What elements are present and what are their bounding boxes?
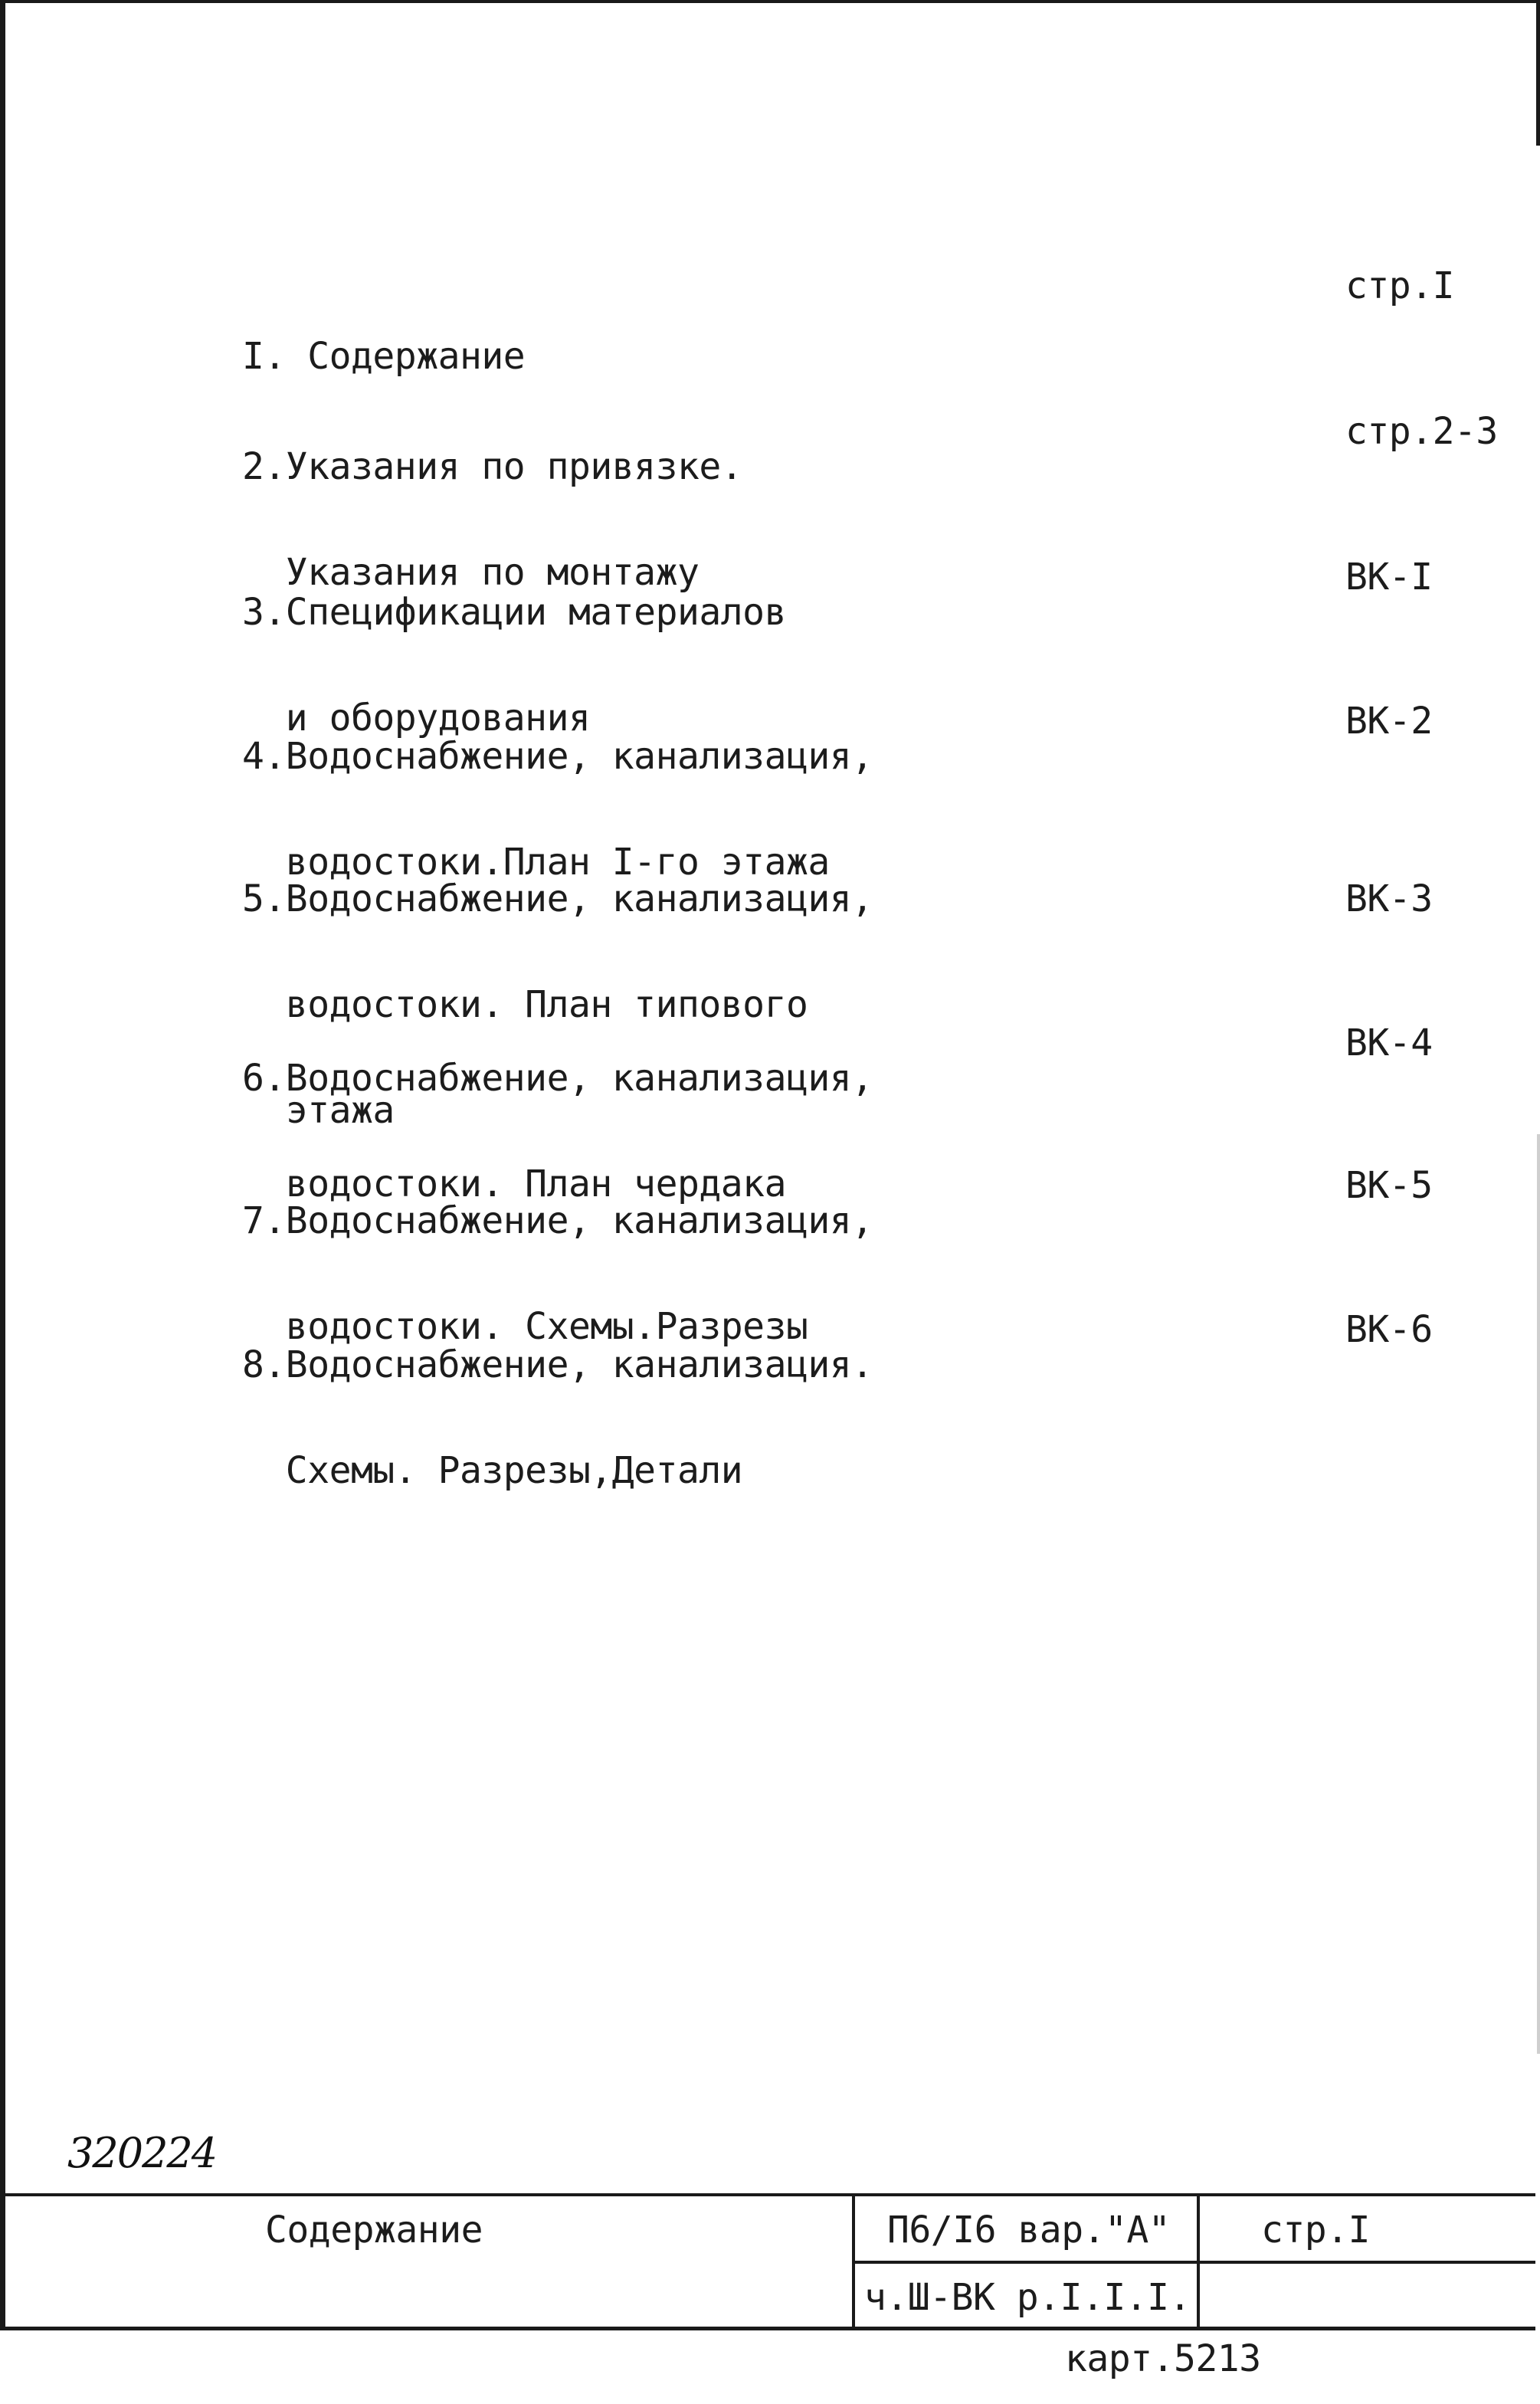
frame-right-border — [1536, 0, 1540, 146]
toc-item-page: ВК-3 — [1345, 877, 1433, 920]
toc-item-title-line: 6.Водоснабжение, канализация, — [242, 1057, 873, 1100]
card-number: карт.5213 — [1065, 2337, 1261, 2380]
toc-item-title-line: водостоки. Схемы.Разрезы — [242, 1305, 808, 1348]
toc-item-title-line: 8.Водоснабжение, канализация. — [242, 1343, 873, 1386]
toc-item-page: ВК-I — [1345, 556, 1433, 599]
toc-item-title-line: I. Содержание — [242, 335, 526, 378]
frame-right-border-faint — [1537, 1134, 1540, 2054]
toc-item-title-line: Указания по монтажу — [242, 551, 700, 594]
toc-item-title-line: 7.Водоснабжение, канализация, — [242, 1199, 873, 1242]
toc-item-title-line: 5.Водоснабжение, канализация, — [242, 877, 873, 920]
toc-item-8 — [242, 1277, 1433, 1559]
toc-item-page: ВК-2 — [1345, 700, 1433, 743]
title-block-sheet: стр.I — [1261, 2209, 1370, 2251]
frame-top-border — [0, 0, 1540, 3]
toc-item-title-line: водостоки. План чердака — [242, 1163, 786, 1205]
archive-number: 320224 — [67, 2129, 217, 2177]
toc-item-title-line: 2.Указания по привязке. — [242, 445, 743, 488]
toc-item-title-line: водостоки.План I-го этажа — [242, 841, 830, 884]
toc-item-page: ВК-4 — [1345, 1022, 1433, 1064]
title-block-row-divider — [852, 2261, 1535, 2264]
title-block-title: Содержание — [265, 2209, 483, 2251]
toc-item-title-line: и оборудования — [242, 697, 591, 740]
title-block-top-line — [0, 2193, 1535, 2196]
toc-item-title-line: водостоки. План типового — [242, 983, 808, 1026]
title-block-project: П6/I6 вар."А" — [887, 2209, 1171, 2251]
toc-item-title-line: 3.Спецификации материалов — [242, 591, 786, 634]
toc-item-title-line: 4.Водоснабжение, канализация, — [242, 735, 873, 778]
toc-item-title — [242, 1277, 1315, 1559]
toc-item-page: стр.I — [1345, 264, 1454, 307]
toc-item-title-line: Схемы. Разрезы,Детали — [242, 1449, 743, 1492]
title-block — [0, 2193, 1535, 2330]
toc-item-page: ВК-6 — [1345, 1308, 1433, 1351]
toc-item-title-line: этажа — [242, 1089, 395, 1132]
toc-item-page: стр.2-3 — [1345, 410, 1498, 453]
toc-item-page: ВК-5 — [1345, 1164, 1433, 1207]
title-block-part: ч.Ш-ВК р.I.I.I. — [864, 2276, 1191, 2319]
frame-left-border — [0, 0, 5, 2330]
